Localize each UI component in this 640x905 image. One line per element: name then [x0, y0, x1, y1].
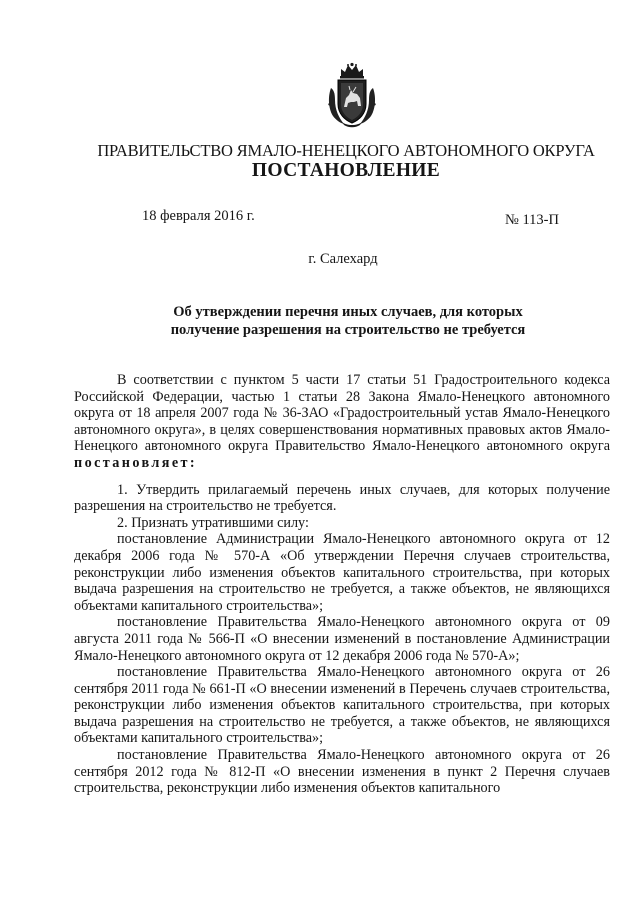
repealed-act-3: постановление Правительства Ямало-Ненецкого автономного округа от 26 сентября 2011 года № 661-П «О внесении изменений в Перечень случаев строительства, реконструкции либо изменения объектов капитального строительства, при которых выдача разрешения на строительство не требуется, а также объектов, не являющихся объектами капитального строительства»;	[74, 664, 610, 747]
decree-word: постановляет:	[74, 454, 198, 471]
document-title	[138, 303, 558, 339]
preamble-text: В соответствии с пунктом 5 части 17 статьи 51 Градостроительного кодекса Российской Федерации, частью 1 статьи 28 Закона Ямало-Ненецкого автономного округа от 18 апреля 2007 года № 36-ЗАО «Градостроительный устав Ямало-Ненецкого автономного округа», в целях совершенствования нормативных правовых актов Ямало-Ненецкого автономного округа Правительство Ямало-Ненецкого автономного округа	[74, 372, 610, 455]
document-body	[74, 372, 610, 797]
item-2-paragraph: 2. Признать утратившими силу:	[117, 514, 309, 531]
repealed-act-4: постановление Правительства Ямало-Ненецкого автономного округа от 26 сентября 2012 года № 812-П «О внесении изменения в пункт 2 Перечня случаев строительства, реконструкции либо изменения объектов капитального	[74, 747, 610, 797]
document-title-line-2: получение разрешения на строительство не требуется	[170, 322, 526, 338]
repealed-act-1: постановление Администрации Ямало-Ненецкого автономного округа от 12 декабря 2006 года № 570-А «Об утверждении Перечня случаев строительства, реконструкции либо изменения объектов капитального строительства, при которых выдача разрешения на строительство не требуется, а также объектов, не являющихся объектами капитального строительства»;	[74, 531, 610, 614]
document-title-line-1: Об утверждении перечня иных случаев, для которых	[173, 304, 523, 320]
document-number: № 113-П	[505, 212, 559, 228]
document-type: ПОСТАНОВЛЕНИЕ	[251, 160, 441, 181]
coat-of-arms-icon	[327, 62, 377, 128]
preamble-paragraph	[74, 372, 610, 472]
repealed-act-2: постановление Правительства Ямало-Ненецкого автономного округа от 09 августа 2011 года № 566-П «О внесении изменений в постановление Администрации Ямало-Ненецкого автономного округа от 12 декабря 2006 года № 570-А»;	[74, 614, 610, 664]
item-1-paragraph: 1. Утвердить прилагаемый перечень иных случаев, для которых получение разрешения на строительство не требуется.	[74, 481, 610, 515]
document-date: 18 февраля 2016 г.	[142, 208, 255, 224]
government-name: ПРАВИТЕЛЬСТВО ЯМАЛО-НЕНЕЦКОГО АВТОНОМНОГО ОКРУГА	[97, 141, 595, 160]
document-city: г. Салехард	[308, 251, 378, 267]
